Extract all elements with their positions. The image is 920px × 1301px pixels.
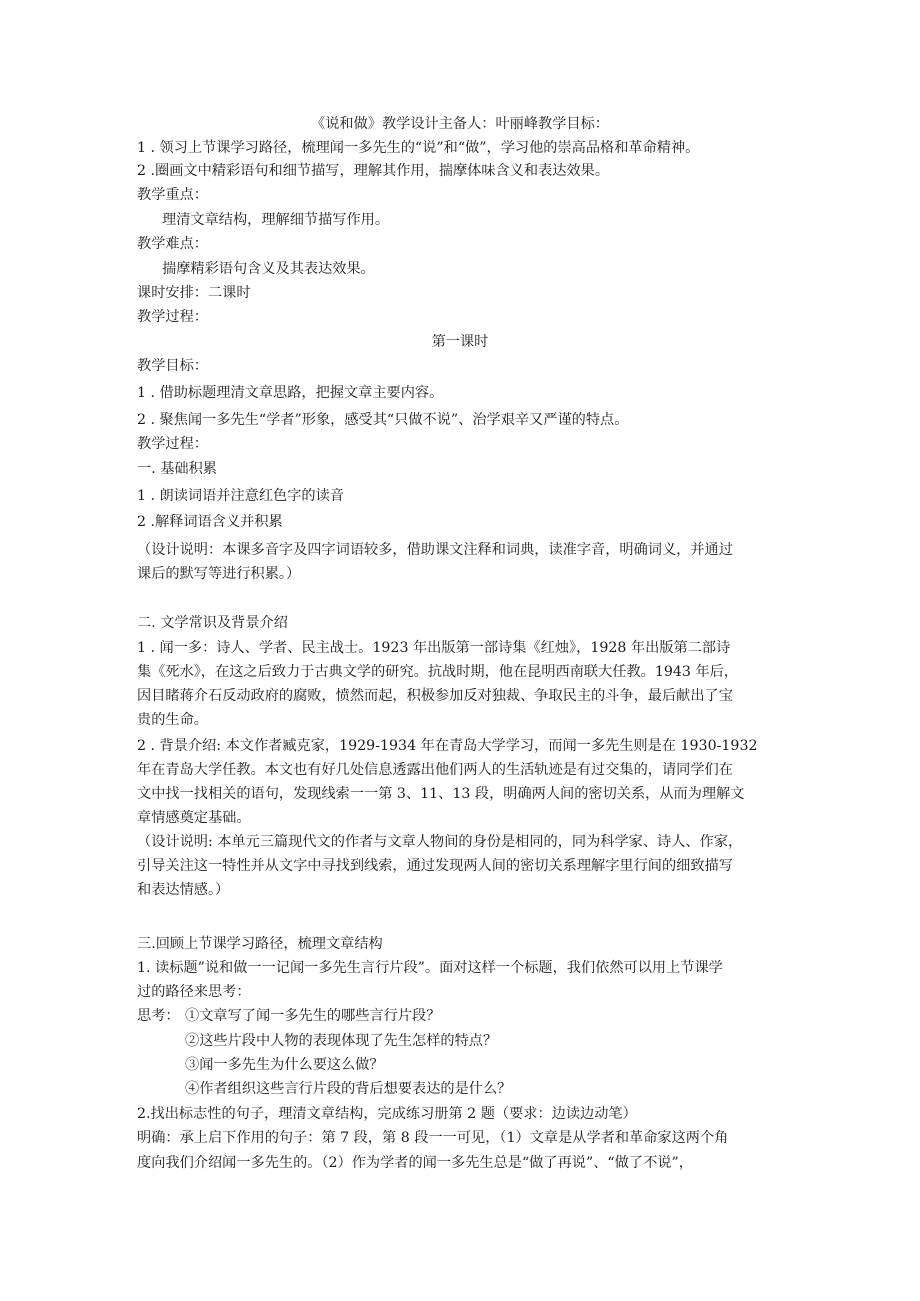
key-points-text: 理清文章结构，理解细节描写作用。 [162,212,390,228]
section2-item2-line-3: 文中找一找相关的语句，发现线索一一第 3、11、13 段，明确两人间的密切关系，从而为理解文 [137,786,745,802]
section3-item1-line-1: 1. 读标题”说和做一一记闻一多先生言行片段”。面对这样一个标题，我们依然可以用上节课学 [137,960,723,976]
lesson1-goal-1: 1 . 借助标题理清文章思路，把握文章主要内容。 [137,385,444,401]
section1-item-1: 1 . 朗读词语并注意红色字的读音 [137,488,344,504]
section2-item2-line-4: 章情感奠定基础。 [137,810,251,826]
section3-heading: 三.回顾上节课学习路径，梳理文章结构 [137,936,383,952]
section2-note-line-3: 和表达情感。） [137,882,230,898]
section2-note-line-2: 引导关注这一特性并从文字中寻找到线索，通过发现两人间的密切关系理解字里行间的细致描写 [137,858,733,874]
section1-heading: 一. 基础积累 [137,461,217,477]
lesson1-heading: 第一课时 [431,334,489,350]
difficulties-text: 揣摩精彩语句含义及其表达效果。 [162,261,375,277]
process-label: 教学过程： [137,309,208,325]
answer-line-2: 度向我们介绍闻一多先生的。（2）作为学者的闻一多先生总是“做了再说”、“做了不说”， [137,1155,693,1171]
section1-note-line-1: （设计说明：本课多音字及四字词语较多，借助课文注释和词典，读准字音，明确词义，并通过 [137,542,733,558]
question-1: ①文章写了闻一多先生的哪些言行片段？ [185,1008,441,1024]
question-4: ④作者组织这些言行片段的背后想要表达的是什么？ [185,1081,512,1097]
difficulties-label: 教学难点： [137,236,208,252]
section2-item1-line-3: 因目睹蒋介石反动政府的腐败，愤然而起，积极参加反对独裁、争取民主的斗争，最后献出了宝 [137,688,733,704]
section2-item2-line-2: 年在青岛大学任教。本文也有好几处信息透露出他们两人的生活轨迹是有过交集的，请同学们在 [137,762,733,778]
section2-item1-line-4: 贵的生命。 [137,712,208,728]
goal-1: 1 . 领习上节课学习路径，梳理闻一多先生的“说”和“做”，学习他的崇高品格和革命精神。 [137,140,700,156]
section1-item-2: 2 .解释词语含义并积累 [137,514,283,530]
question-3: ③闻一多先生为什么要这么做？ [185,1057,384,1073]
section3-item-2: 2.找出标志性的句子，理清文章结构，完成练习册第 2 题（要求：边读边动笔） [137,1106,637,1122]
lesson1-goals-label: 教学目标： [137,358,208,374]
question-2: ②这些片段中人物的表现体现了先生怎样的特点？ [185,1033,498,1049]
schedule: 课时安排：二课时 [137,285,251,301]
section3-item1-line-2: 过的路径来思考： [137,984,251,1000]
goal-2: 2 .圈画文中精彩语句和细节描写，理解其作用，揣摩体味含义和表达效果。 [137,163,610,179]
think-label: 思考： [137,1008,180,1024]
section2-item1-line-2: 集《死水》，在这之后致力于古典文学的研究。抗战时期，他在昆明西南联大任教。1943 年后， [137,664,739,680]
section1-note-line-2: 课后的默写等进行积累。） [137,566,301,582]
lesson1-goal-2: 2 . 聚焦闻一多先生“学者”形象，感受其“只做不说”、治学艰辛又严谨的特点。 [137,412,629,428]
section2-heading: 二. 文学常识及背景介绍 [137,615,288,631]
section2-item2-line-1: 2 . 背景介绍: 本文作者臧克家，1929-1934 年在青岛大学学习，而闻一多先生则是在 1930-1932 [137,738,758,754]
document-title: 《说和做》教学设计主备人：叶丽峰教学目标： [311,116,609,132]
section2-item1-line-1: 1 . 闻一多：诗人、学者、民主战士。1923 年出版第一部诗集《红烛》，1928 年出版第二部诗 [137,640,731,656]
answer-line-1: 明确：承上启下作用的句子：第 7 段，第 8 段一一可见，（1）文章是从学者和革命家这两个角 [137,1130,729,1146]
key-points-label: 教学重点： [137,187,208,203]
section2-note-line-1: （设计说明: 本单元三篇现代文的作者与文章人物间的身份是相同的，同为科学家、诗人、作家， [137,834,743,850]
lesson1-process-label: 教学过程： [137,436,208,452]
